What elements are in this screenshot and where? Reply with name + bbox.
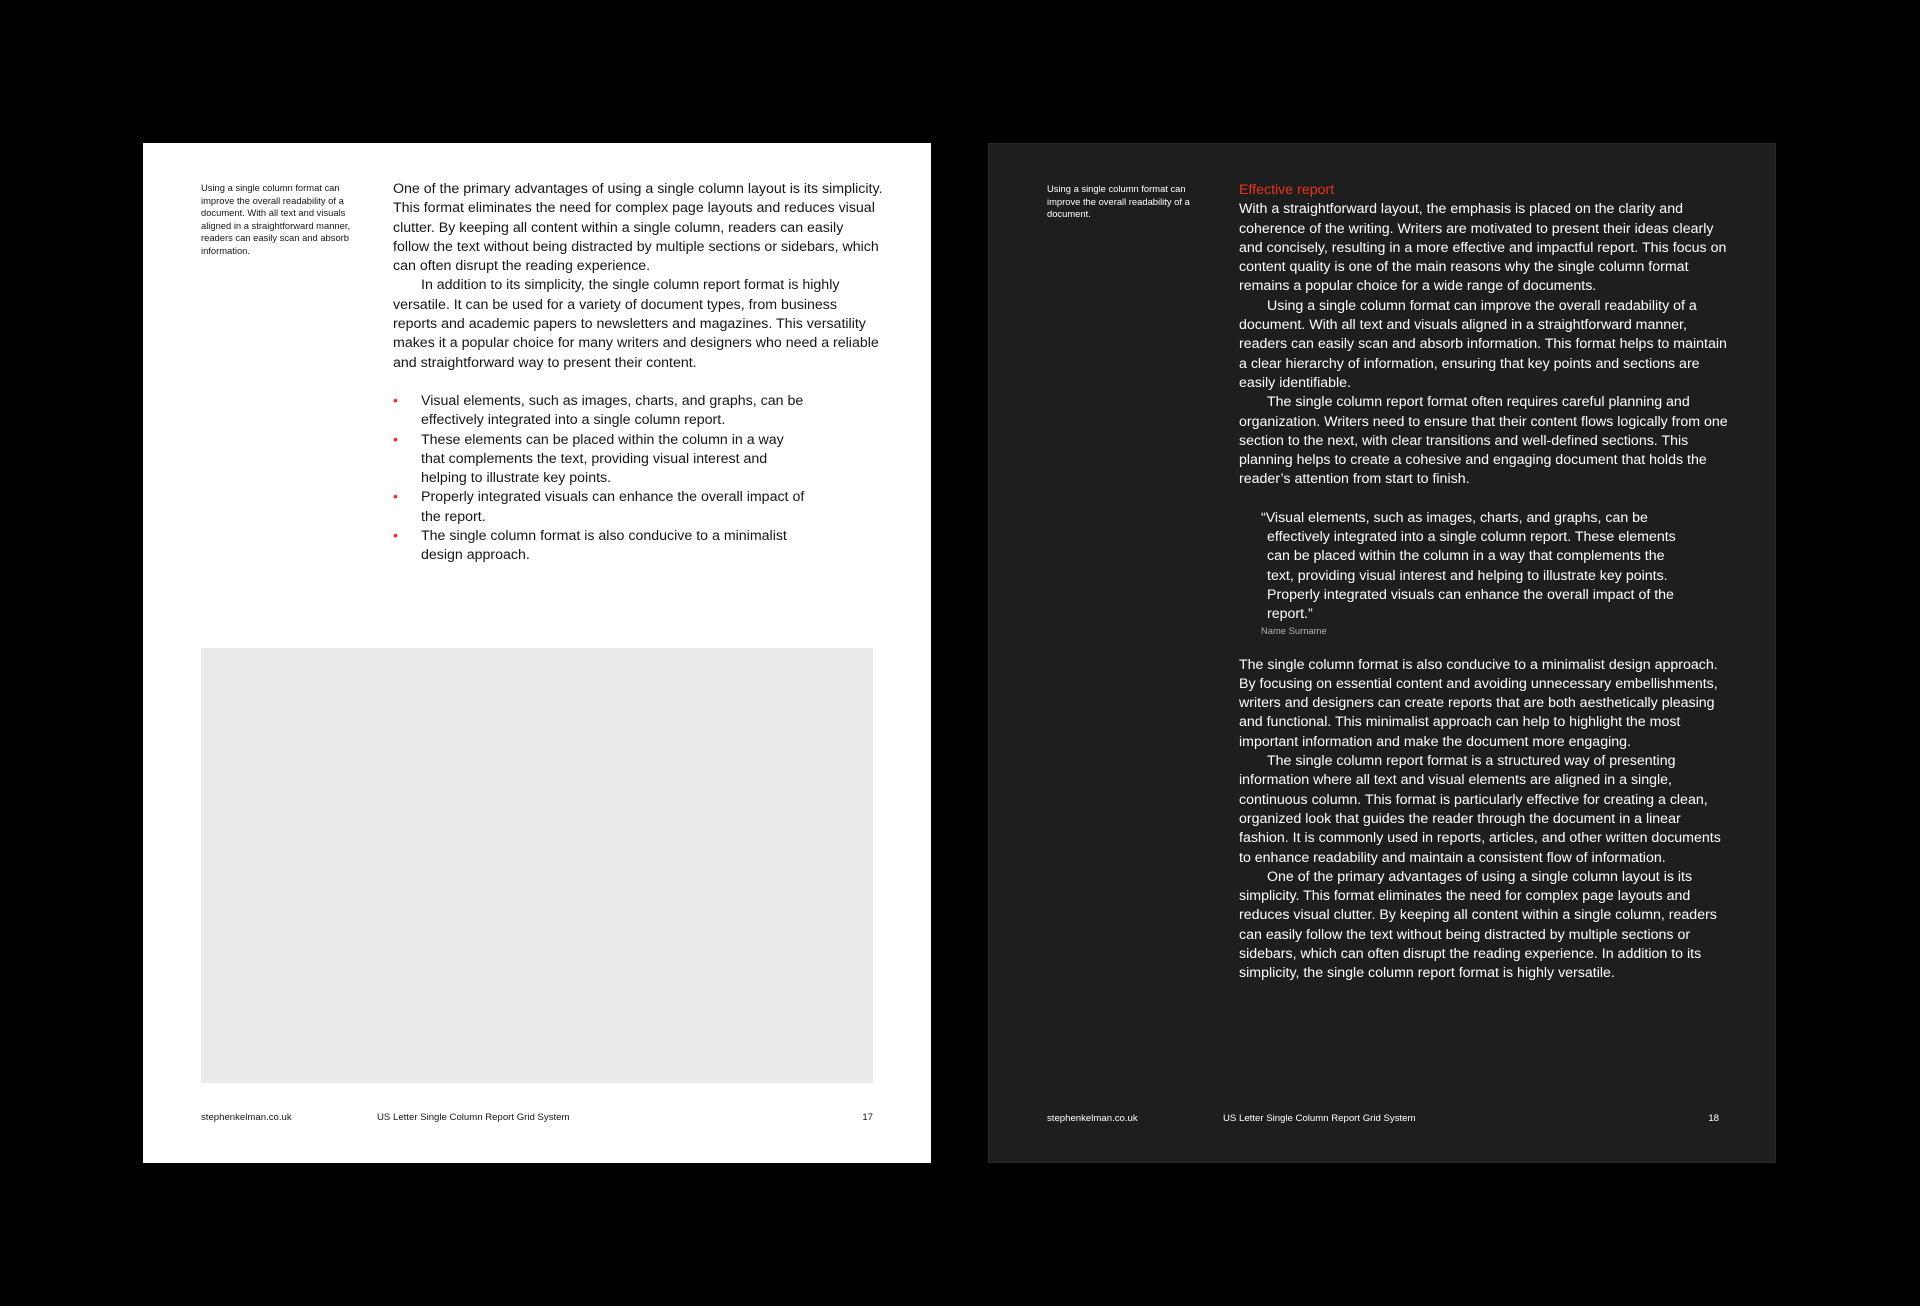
body-paragraph: One of the primary advantages of using a single column layout is its simplicity. This format eliminates the need for complex page layouts and reduces visual clutter. By keeping all content within a single column, readers can easily follow the text without being distracted by multiple sections or sidebars, which can often disrupt the reading experience. In addition to its simplicity, the single column report format is highly versatile.	[1239, 868, 1717, 982]
body-column	[1239, 181, 1729, 984]
body-paragraph: In addition to its simplicity, the single column report format is highly versatile. It can be used for a variety of document types, from business reports and academic papers to newsletters and magazines. This versatility makes it a popular choice for many writers and designers who need a reliable and straightforward way to present their content.	[393, 277, 879, 371]
bullet-icon: •	[393, 392, 398, 409]
sidenote: Using a single column format can improve the overall readability of a document.	[1047, 183, 1190, 220]
section-heading: Effective report	[1239, 182, 1335, 198]
bullet-list	[393, 392, 805, 566]
footer-site: stephenkelman.co.uk	[201, 1112, 292, 1123]
quote-text: “Visual elements, such as images, charts, and graphs, can be effectively integrated into a single column report. These elements can be placed within the column in a way that complements the text, providing visual interest and helping to illustrate key points. Properly integrated visuals can enhance the overall impact of the report.”	[1261, 509, 1676, 623]
list-item-text: These elements can be placed within the column in a way that complements the text, providing visual interest and helping to illustrate key points.	[421, 431, 784, 487]
footer-title: US Letter Single Column Report Grid System	[1223, 1113, 1416, 1124]
list-item-text: The single column format is also conducive to a minimalist design approach.	[421, 528, 787, 564]
footer-title: US Letter Single Column Report Grid System	[377, 1112, 570, 1123]
list-item	[393, 431, 805, 489]
image-placeholder	[201, 648, 873, 1083]
quote-author: Name Surname	[1261, 624, 1327, 636]
list-item	[393, 488, 805, 527]
body-paragraph: The single column report format often requires careful planning and organization. Writers need to ensure that their content flows logically from one section to the next, with clear transitions and well-defined sections. This planning helps to create a cohesive and engaging document that holds the reader’s attention from start to finish.	[1239, 394, 1728, 488]
body-paragraph: Using a single column format can improve the overall readability of a document. With all text and visuals aligned in a straightforward manner, readers can easily scan and absorb information. This format helps to maintain a clear hierarchy of information, ensuring that key points and sections are easily identifiable.	[1239, 297, 1727, 391]
body-column	[393, 180, 883, 566]
page-18	[988, 143, 1776, 1163]
list-item	[393, 392, 805, 431]
list-item-text: Visual elements, such as images, charts, and graphs, can be effectively integrated into a single column report.	[421, 392, 804, 429]
body-paragraph: The single column format is also conducive to a minimalist design approach. By focusing on essential content and avoiding unnecessary embellishments, writers and designers can create reports that are both aesthetically pleasing and functional. This minimalist approach can help to highlight the most important information and make the document more engaging.	[1239, 656, 1718, 750]
page-17	[143, 143, 931, 1163]
list-item	[393, 527, 805, 566]
footer-site: stephenkelman.co.uk	[1047, 1113, 1138, 1124]
bullet-icon: •	[393, 431, 398, 448]
sidenote: Using a single column format can improve the overall readability of a document. With all text and visuals aligned in a straightforward manner, readers can easily scan and absorb information.	[201, 182, 351, 256]
body-paragraph: One of the primary advantages of using a single column layout is its simplicity. This format eliminates the need for complex page layouts and reduces visual clutter. By keeping all content within a single column, readers can easily follow the text without being distracted by multiple sections or sidebars, which can often disrupt the reading experience.	[393, 181, 883, 275]
page-number: 17	[862, 1112, 873, 1123]
page-number: 18	[1708, 1113, 1719, 1124]
bullet-icon: •	[393, 528, 398, 545]
body-paragraph: The single column report format is a structured way of presenting information where all text and visual elements are aligned in a single, continuous column. This format is particularly effective for creating a clean, organized look that guides the reader through the document in a linear fashion. It is commonly used in reports, articles, and other written documents to enhance readability and maintain a consistent flow of information.	[1239, 753, 1721, 866]
list-item-text: Properly integrated visuals can enhance the overall impact of the report.	[421, 489, 805, 525]
body-paragraph: With a straightforward layout, the emphasis is placed on the clarity and coherence of the writing. Writers are motivated to present their ideas clearly and concisely, resulting in a more effective and impactful report. This focus on content quality is one of the main reasons why the single column format remains a popular choice for a wide range of documents.	[1239, 201, 1727, 295]
bullet-icon: •	[393, 489, 398, 506]
pull-quote	[1261, 509, 1691, 637]
